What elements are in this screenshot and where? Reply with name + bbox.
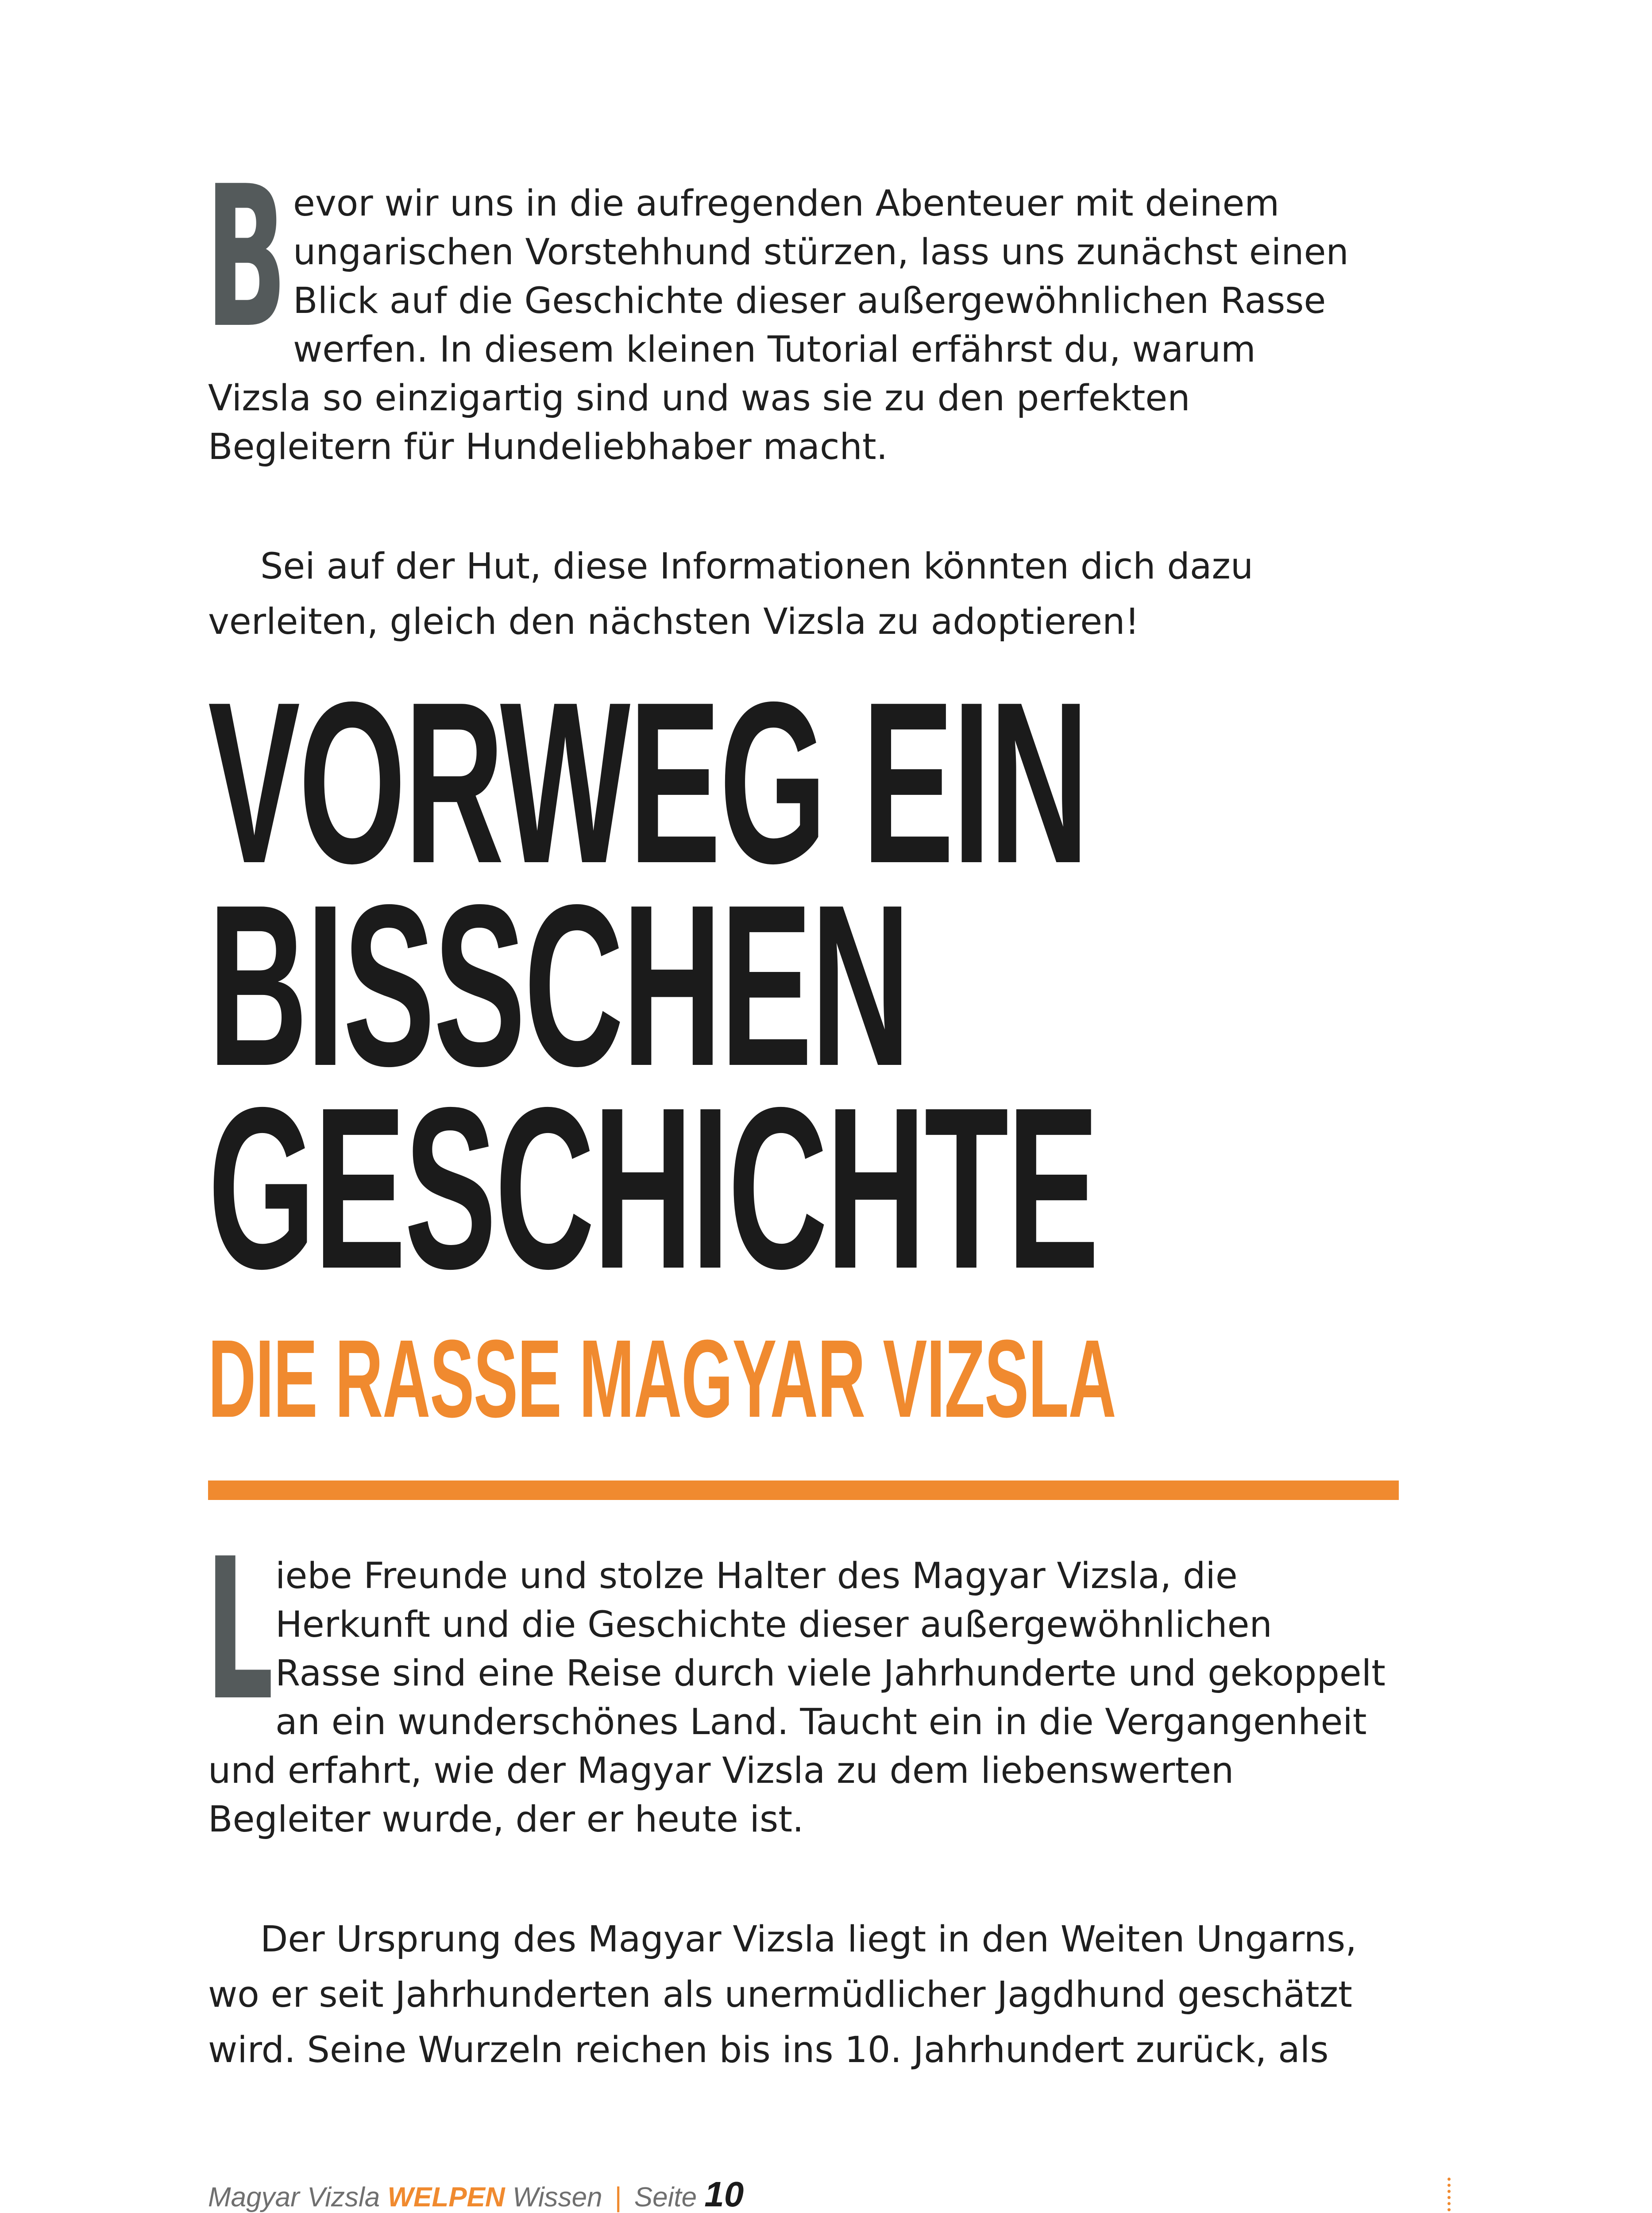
footer-brand: WELPEN [387,2182,505,2213]
page-number: 10 [704,2174,744,2213]
footer-title-start: Magyar Vizsla [208,2182,388,2213]
section-paragraph [205,1517,1386,1844]
intro-note: Sei auf der Hut, diese Informationen könnten dich dazu verleiten, gleich den nächsten Vizsla zu adoptieren! [208,546,1254,643]
section-paragraph-2: Der Ursprung des Magyar Vizsla liegt in den Weiten Ungarns, wo er seit Jahrhunderten als unermüdlicher Jagdhund geschätzt wird. Seine Wurzeln reichen bis ins 10. Jahrhundert zurück, als [208,1919,1357,2071]
headline-line-1: VORWEG EIN [208,654,1088,911]
intro-text: evor wir uns in die aufregenden Abenteuer mit deinem ungarischen Vorstehhund stürzen, lass uns zunächst einen Blick auf die Geschichte dieser außergewöhnlichen Rasse werfen. In diesem kleinen Tutorial erfährst du, warum Vizsla so einzigartig sind und was sie zu den perfekten Begleitern für Hundeliebhaber macht. [208,183,1349,468]
subheadline: DIE RASSE MAGYAR VIZSLA [208,1317,1116,1440]
page-footer [208,2174,744,2213]
footer-title-end: Wissen [505,2182,602,2213]
intro-paragraph [205,144,1350,471]
footer-page-label: Seite [634,2182,705,2213]
section-dropcap: L [205,1517,274,1743]
headline-line-3: GESCHICHTE [208,1060,1098,1317]
dotted-marker-icon [1447,2178,1454,2213]
accent-divider [208,1480,1399,1500]
section-text: iebe Freunde und stolze Halter des Magyar Vizsla, die Herkunft und die Geschichte dieser außergewöhnlichen Rasse sind eine Reise durch viele Jahrhunderte und gekoppelt an ein wunderschönes Land. Taucht ein in die Vergangenheit und erfahrt, wie der Magyar Vizsla zu dem liebenswerten Begleiter wurde, der er heute ist. [208,1555,1386,1840]
page-headline [208,654,1098,1317]
footer-separator: | [614,2182,622,2213]
headline-line-2: BISSCHEN [208,857,909,1114]
intro-dropcap: B [205,144,287,371]
